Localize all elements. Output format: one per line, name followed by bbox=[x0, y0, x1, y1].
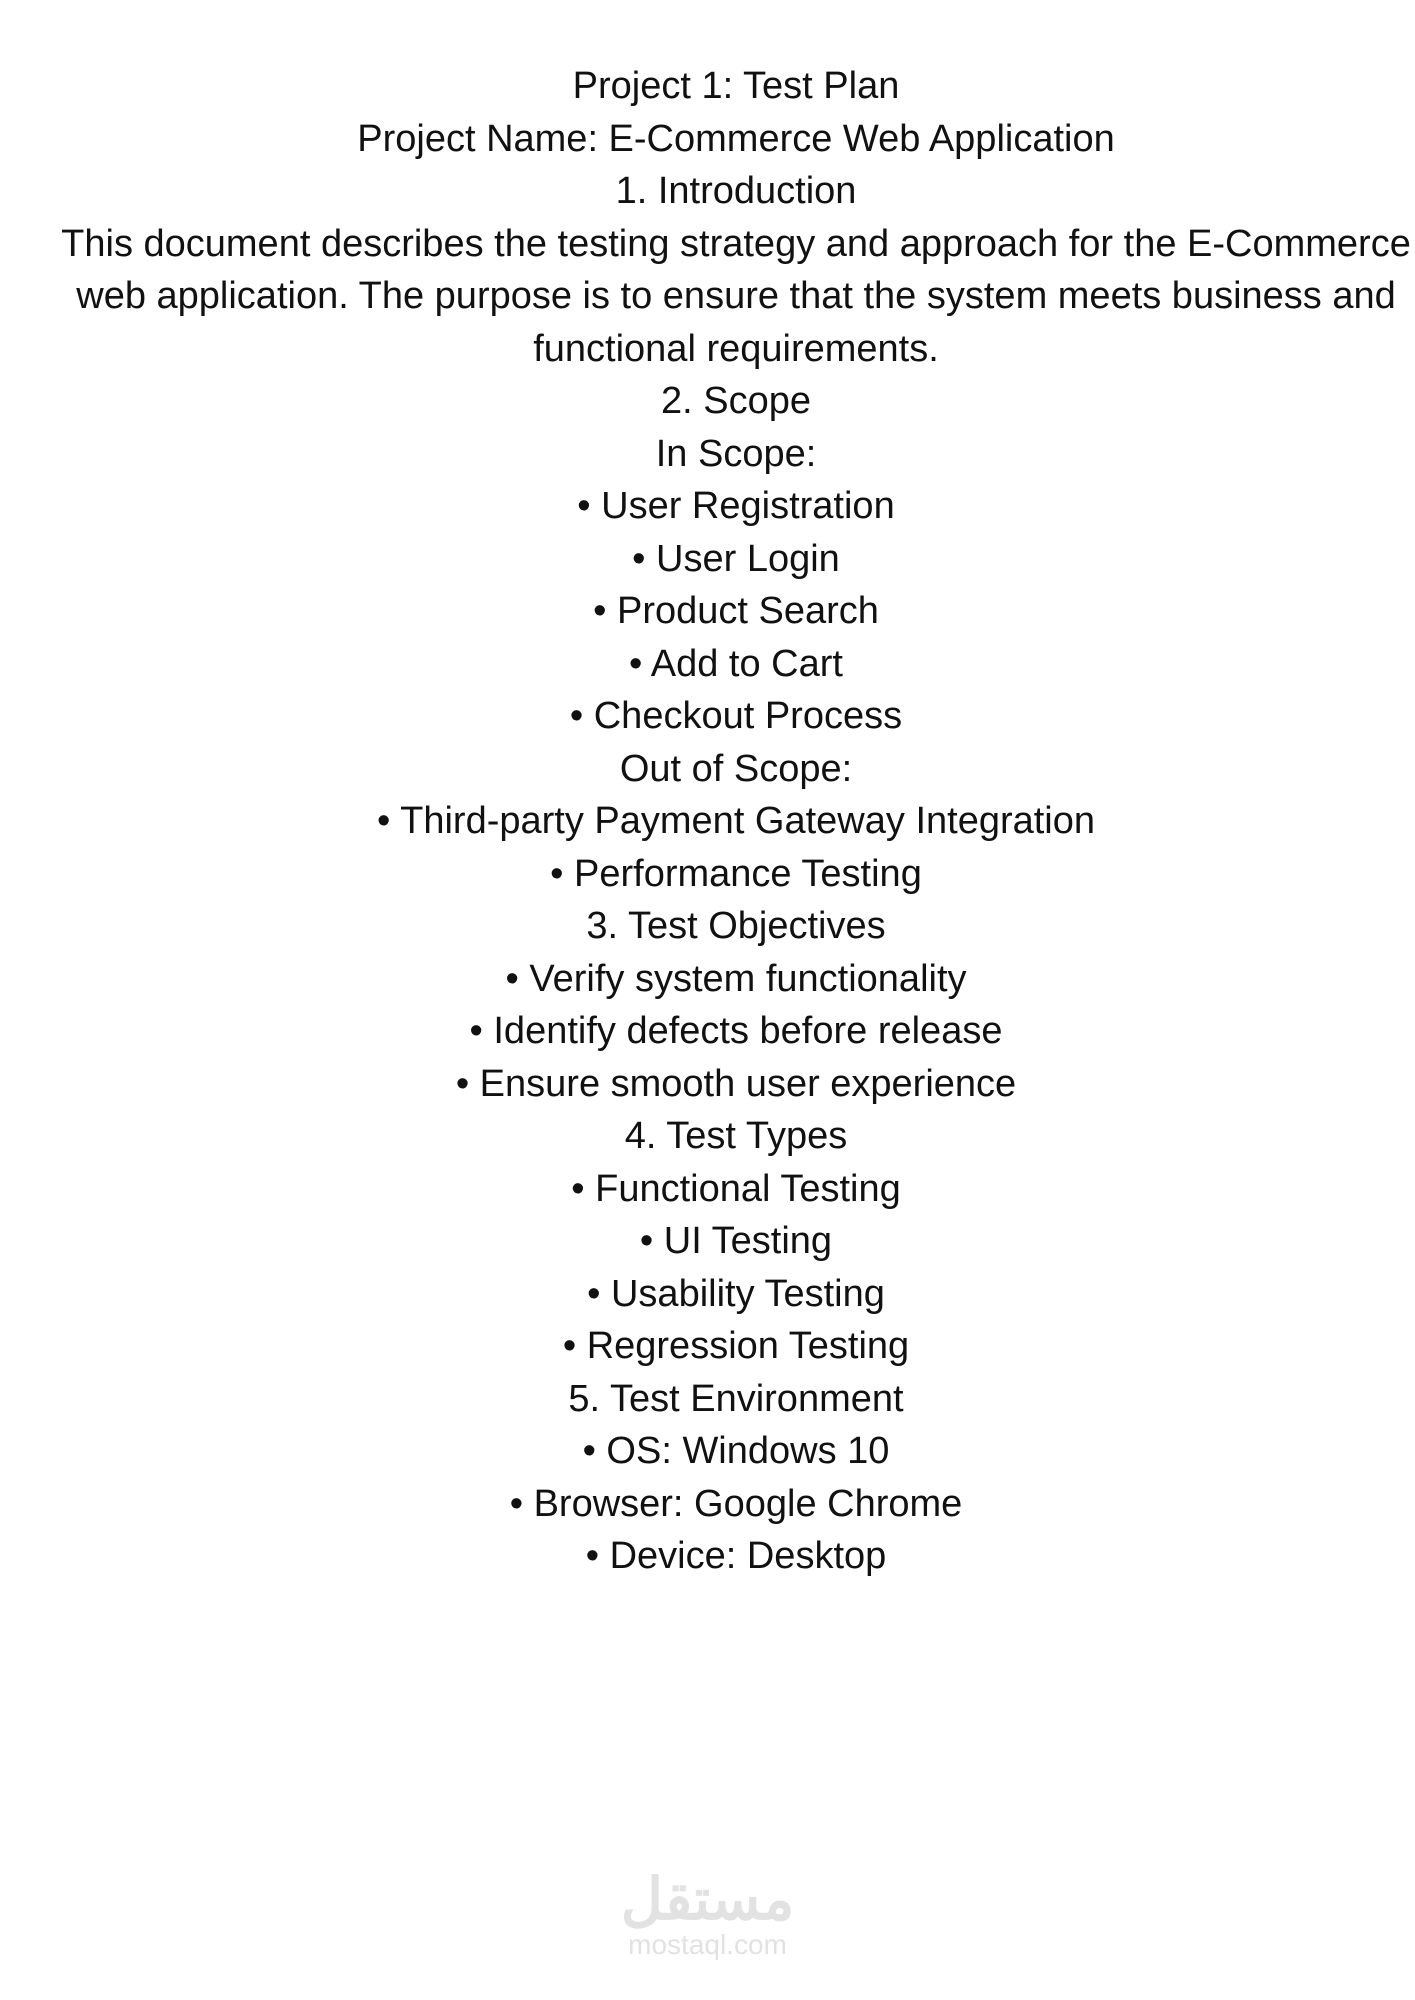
list-item: • User Login bbox=[632, 537, 840, 580]
list-item: • Regression Testing bbox=[562, 1325, 910, 1367]
watermark-logo-arabic: مستقل bbox=[620, 1867, 795, 1932]
list-item: • OS: Windows 10 bbox=[582, 1430, 890, 1472]
intro-paragraph-line: This document describes the testing strategy and approach for the E-Commerce bbox=[61, 222, 1411, 265]
list-item: • Identify defects before release bbox=[469, 1010, 1003, 1052]
list-item: • Browser: Google Chrome bbox=[509, 1482, 963, 1525]
section-heading-objectives: 3. Test Objectives bbox=[586, 905, 886, 947]
list-item: • User Registration bbox=[577, 485, 895, 527]
intro-paragraph-line: web application. The purpose is to ensure that the system meets business and bbox=[76, 275, 1396, 317]
list-item: • Usability Testing bbox=[587, 1272, 885, 1315]
list-item: • Checkout Process bbox=[569, 695, 903, 737]
section-heading-test-types: 4. Test Types bbox=[624, 1115, 848, 1157]
list-item: • Third-party Payment Gateway Integration bbox=[376, 800, 1096, 842]
list-item: • Verify system functionality bbox=[505, 957, 967, 1000]
list-item: • Device: Desktop bbox=[585, 1535, 887, 1577]
watermark-logo-text: mostaql.com bbox=[628, 1929, 787, 1960]
watermark bbox=[0, 1867, 1415, 1960]
section-heading-introduction: 1. Introduction bbox=[615, 170, 857, 212]
intro-paragraph-line: functional requirements. bbox=[533, 327, 939, 370]
document-title: Project 1: Test Plan bbox=[572, 65, 900, 107]
section-heading-environment: 5. Test Environment bbox=[568, 1377, 904, 1420]
in-scope-label: In Scope: bbox=[655, 432, 817, 475]
out-of-scope-label: Out of Scope: bbox=[619, 747, 853, 790]
list-item: • Performance Testing bbox=[550, 852, 922, 895]
list-item: • Add to Cart bbox=[629, 642, 843, 685]
document-page bbox=[0, 60, 1415, 1583]
list-item: • Product Search bbox=[593, 590, 879, 632]
list-item: • Functional Testing bbox=[571, 1167, 901, 1210]
section-heading-scope: 2. Scope bbox=[661, 380, 811, 422]
list-item: • Ensure smooth user experience bbox=[455, 1062, 1017, 1105]
project-name: Project Name: E-Commerce Web Application bbox=[357, 117, 1115, 160]
list-item: • UI Testing bbox=[639, 1220, 833, 1262]
